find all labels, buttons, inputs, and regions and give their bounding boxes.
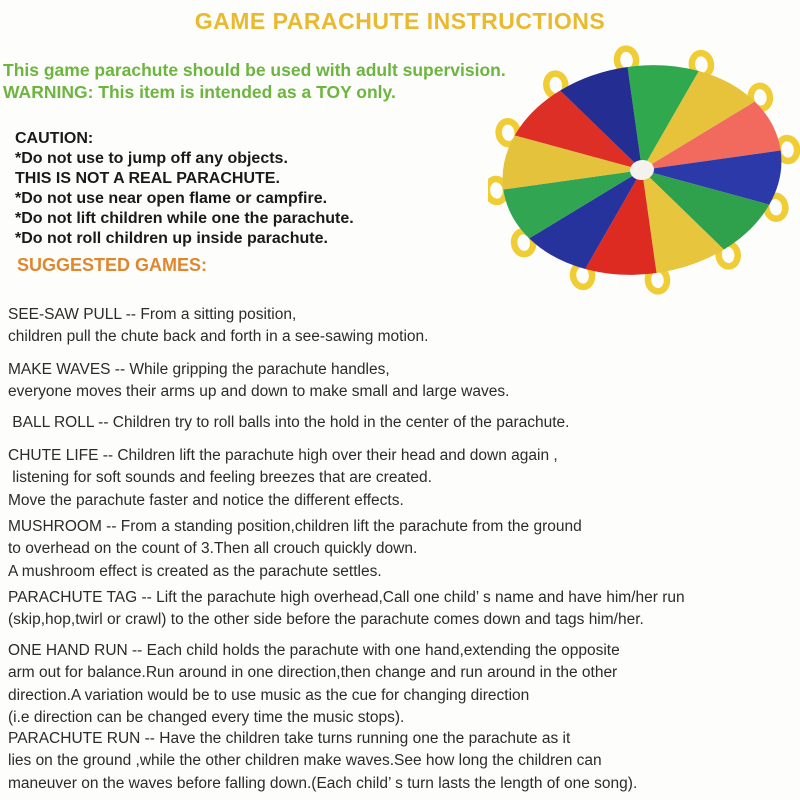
text-line: MUSHROOM -- From a standing position,children lift the parachute from the ground (8, 518, 582, 535)
text-line: *Do not use to jump off any objects. (15, 150, 288, 167)
text-line: (i.e direction can be changed every time the music stops). (8, 709, 405, 727)
text-line: *Do not use near open flame or campfire. (15, 190, 328, 207)
text-line: WARNING: This item is intended as a TOY only. (3, 82, 396, 102)
text-line: everyone moves their arms up and down to make small and large waves. (8, 383, 510, 401)
page-title: GAME PARACHUTE INSTRUCTIONS (194, 8, 606, 34)
text-line: arm out for balance.Run around in one direction,then change and run around in the other (8, 664, 618, 682)
text-line: CAUTION: (15, 130, 94, 147)
text-line: listening for soft sounds and feeling breezes that are created. (8, 469, 432, 487)
text-line: maneuver on the waves before falling down.(Each child’ s turn lasts the length of one song). (8, 774, 638, 792)
text-line: (skip,hop,twirl or crawl) to the other side before the parachute comes down and tags him/her. (8, 611, 644, 629)
text-line: A mushroom effect is created as the parachute settles. (8, 562, 382, 580)
text-line: to overhead on the count of 3.Then all crouch quickly down. (8, 540, 418, 558)
game-paragraph (8, 304, 798, 349)
text-line: lies on the ground ,while the other children make waves.See how long the children can (8, 752, 602, 770)
text-line: PARACHUTE TAG -- Lift the parachute high overhead,Call one child’ s name and have him/her run (8, 589, 685, 606)
game-paragraph (8, 516, 798, 583)
text-line: CHUTE LIFE -- Children lift the parachute high over their head and down again , (8, 447, 558, 464)
game-paragraph (8, 728, 798, 795)
text-line: THIS IS NOT A REAL PARACHUTE. (15, 170, 280, 187)
game-paragraph (8, 445, 798, 512)
game-paragraph (8, 359, 798, 404)
text-line: MAKE WAVES -- While gripping the parachute handles, (8, 361, 390, 378)
text-line: PARACHUTE RUN -- Have the children take turns running one the parachute as it (8, 730, 571, 747)
text-line: Move the parachute faster and notice the different effects. (8, 491, 404, 509)
text-line: *Do not roll children up inside parachute. (15, 230, 328, 247)
game-paragraph (8, 412, 798, 434)
text-line: SEE-SAW PULL -- From a sitting position, (8, 306, 297, 323)
game-paragraph (8, 587, 798, 632)
text-line: BALL ROLL -- Children try to roll balls into the hold in the center of the parachute. (8, 414, 570, 431)
text-line: *Do not lift children while one the parachute. (15, 210, 354, 227)
text-line: direction.A variation would be to use music as the cue for changing direction (8, 686, 530, 704)
text-line: children pull the chute back and forth in a see-sawing motion. (8, 328, 429, 346)
text-line: This game parachute should be used with adult supervision. (3, 60, 506, 80)
game-paragraph (8, 640, 798, 730)
suggested-games-heading: SUGGESTED GAMES: (17, 255, 208, 275)
text-line: ONE HAND RUN -- Each child holds the parachute with one hand,extending the opposite (8, 642, 620, 659)
